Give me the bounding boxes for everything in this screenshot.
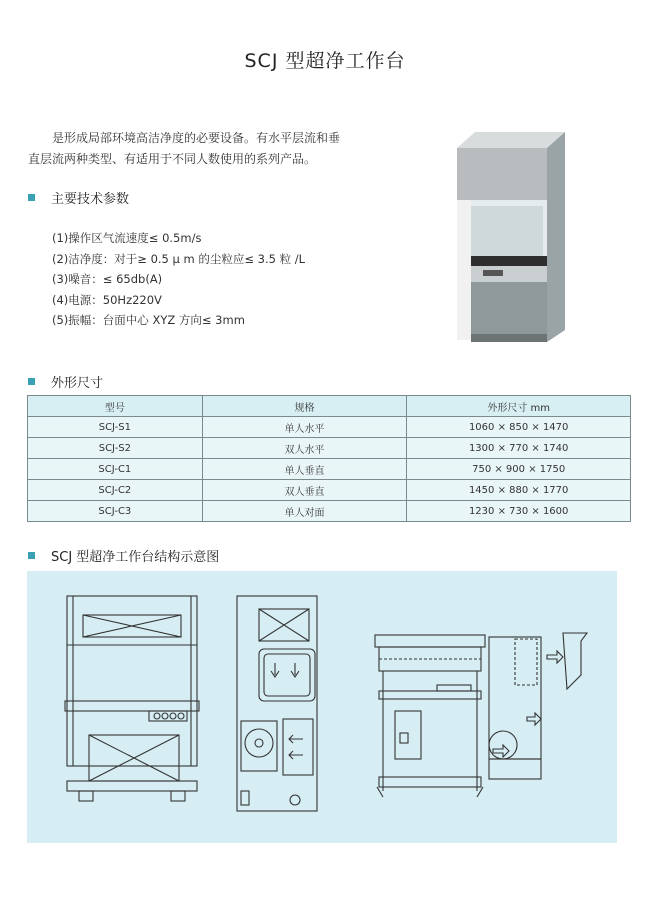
table-row — [28, 438, 631, 459]
section-diagram-title: SCJ 型超净工作台结构示意图 — [51, 550, 220, 565]
cell-model: SCJ-C3 — [28, 501, 203, 522]
table-row — [28, 501, 631, 522]
cell-model: SCJ-S1 — [28, 417, 203, 438]
structure-diagram — [27, 571, 617, 843]
param-item: (3)噪音：≤ 65db(A) — [52, 272, 163, 286]
front-view-diagram — [65, 596, 199, 801]
product-photo — [447, 130, 565, 358]
cell-spec: 双人垂直 — [202, 480, 407, 501]
section-params-title: 主要技术参数 — [51, 192, 130, 207]
section-marker-icon — [28, 552, 35, 559]
cell-size: 750 × 900 × 1750 — [407, 459, 631, 480]
cell-spec: 单人垂直 — [202, 459, 407, 480]
section-dims-title: 外形尺寸 — [51, 376, 104, 391]
cell-model: SCJ-C1 — [28, 459, 203, 480]
cell-size: 1300 × 770 × 1740 — [407, 438, 631, 459]
param-item: (5)振幅：台面中心 XYZ 方向≤ 3mm — [52, 313, 245, 327]
airflow-section-diagram — [375, 633, 587, 797]
cell-size: 1450 × 880 × 1770 — [407, 480, 631, 501]
dimensions-table — [27, 395, 631, 522]
side-view-diagram — [237, 596, 317, 811]
param-item: (2)洁净度：对于≥ 0.5 μ m 的尘粒应≤ 3.5 粒 /L — [52, 251, 306, 266]
table-row — [28, 480, 631, 501]
col-header-size: 外形尺寸 mm — [407, 396, 631, 417]
section-params-heading — [28, 188, 129, 207]
section-diagram-heading — [28, 546, 219, 565]
intro-line-2: 直层流两种类型、有适用于不同人数使用的系列产品。 — [28, 152, 317, 166]
cell-model: SCJ-S2 — [28, 438, 203, 459]
col-header-model: 型号 — [28, 396, 203, 417]
cell-size: 1230 × 730 × 1600 — [407, 501, 631, 522]
cell-model: SCJ-C2 — [28, 480, 203, 501]
param-item: (4)电源：50Hz220V — [52, 292, 162, 307]
page-title: SCJ 型超净工作台 — [244, 50, 406, 72]
cell-spec: 单人水平 — [202, 417, 407, 438]
table-row — [28, 417, 631, 438]
section-marker-icon — [28, 378, 35, 385]
cell-spec: 双人水平 — [202, 438, 407, 459]
params-list — [52, 228, 305, 331]
diagram-panel — [27, 571, 617, 843]
table-row — [28, 459, 631, 480]
intro-paragraph — [28, 128, 388, 170]
intro-line-1: 是形成局部环境高洁净度的必要设备。有水平层流和垂 — [52, 131, 341, 145]
section-dims-heading — [28, 372, 103, 391]
param-item: (1)操作区气流速度≤ 0.5m/s — [52, 231, 202, 245]
cell-size: 1060 × 850 × 1470 — [407, 417, 631, 438]
section-marker-icon — [28, 194, 35, 201]
col-header-spec: 规格 — [202, 396, 407, 417]
table-header-row — [28, 396, 631, 417]
cell-spec: 单人对面 — [202, 501, 407, 522]
